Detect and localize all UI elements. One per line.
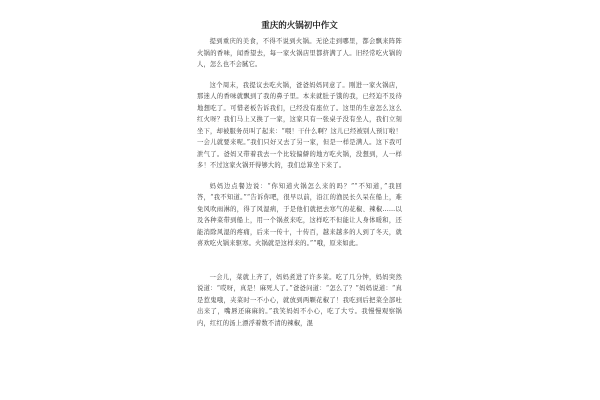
paragraph-intro: 提到重庆的美食，不得不说到火锅。无论走到哪里，都会飘来阵阵火锅的香味，闻香望去，每一家火锅店里都挤满了人。旧经常吃火锅的人，怎么也不会腻它。 xyxy=(197,38,402,68)
paragraph-origin: 妈妈边点餐边说：“你知道火锅怎么来的吗？”“不知道，”我回答，“我不知道。”“告诉你吧，很早以前，沿江的渔民长久呆在船上，难免风吹雨淋的，得了风湿病，于是他们就把去寒气的花椒、辣椒……以及各种菜带到船上，用一个锅煮来吃，这样吃不但能让人身体暖和，还能消除风湿的疼痛，后来一传十，十传百，越来越多的人到了冬天，就喜欢吃火锅来驱寒。火锅就是这样来的。”“哦，原来如此。 xyxy=(197,182,402,247)
document-title: 重庆的火锅初中作文 xyxy=(261,21,338,31)
document xyxy=(197,20,402,396)
paragraph-weekend: 这个周末，我提议去吃火锅，爸爸妈妈同意了。刚进一家火锅店，那迷人的香味就飘到了我的鼻子里。本来就肚子饿的我，已经迫不及待地想吃了。可惜老板告诉我们，已经没有座位了。这里的生意怎么这么红火呀？我们马上又换了一家，这家只有一张桌子没有坐人，我们立刻坐下，却被服务员叫了起来：“喂！干什么啊？这儿已经被别人预订啦！一会儿就要来呢。”我们只好又去了另一家，但是一样是满人。这下我可泄气了。爸妈又带着我去一个比较偏僻的地方吃火锅，没想到，人一样多！不过这家火锅开得够大的，我们总算坐下来了。 xyxy=(197,81,402,169)
paragraph-eating: 一会儿，菜就上齐了，妈妈煮进了许多菜。吃了几分钟，妈妈突然说道：“哎呀，真是！麻死人了。”爸爸问道：“怎么了？”妈妈说道：“真是惹鬼哦，夹菜时一不小心，就放到两颗花椒了！我吃到后把菜全部吐出来了，嘴唇还麻麻的。”我笑妈妈不小心，吃了大亏。我慢慢观察锅内，红红的汤上漂浮着数不清的辣椒，混 xyxy=(197,273,402,327)
